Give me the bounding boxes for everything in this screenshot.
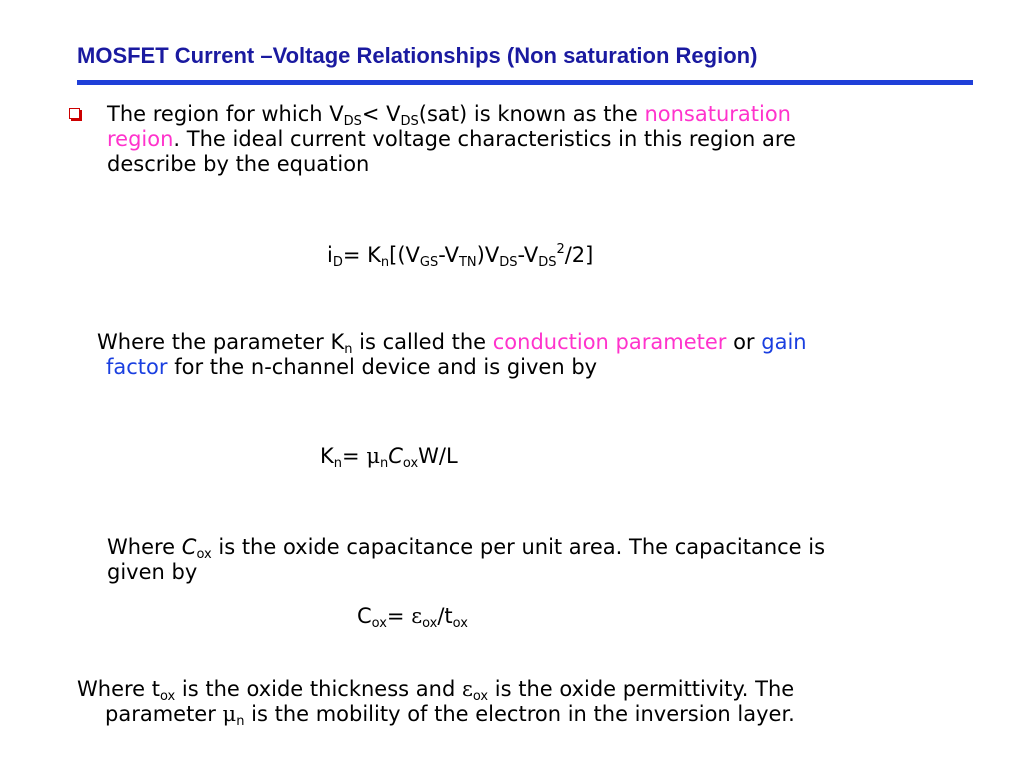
- title-underline: [77, 80, 973, 85]
- oxide-capacitance-equation: $C_{ox}= \varepsilon_{ox}/t_{ox}$: [357, 604, 468, 631]
- drain-current-equation: $i_D= K_n[(V_{GS}-V_{TN})V_{DS}-V_{DS}^2/2]$: [327, 242, 594, 270]
- region-highlight: region: [107, 127, 174, 151]
- oxide-capacitance-paragraph: Where $C_{ox}$ is the oxide capacitance per unit area. The capacitance is given by: [107, 535, 826, 584]
- conduction-parameter-equation: $K_n= \mu_nC_{ox}W/L$: [320, 444, 458, 471]
- conduction-parameter-paragraph: Where the parameter $K_n$ is called the conduction parameter or gain factor for the n-channel device and is given by: [97, 330, 807, 379]
- gain-highlight: gain: [761, 330, 807, 354]
- slide-title: MOSFET Current –Voltage Relationships (Non saturation Region): [77, 43, 758, 68]
- oxide-thickness-paragraph: Where $t_{ox}$ is the oxide thickness and $\varepsilon_{ox}$ is the oxide permittivity. The parameter $\mu_n$ is the mobility of the electron in the inversion layer.: [77, 677, 795, 729]
- nonsaturation-definition-paragraph: The region for which $V_{DS}< V_{DS}(sat)$ is known as the nonsaturation region. The ideal current voltage characteristics in this region are describe by the equation: [107, 102, 796, 176]
- nonsaturation-highlight: nonsaturation: [644, 102, 791, 126]
- conduction-parameter-highlight: conduction parameter: [492, 330, 727, 354]
- factor-highlight: factor: [106, 355, 168, 379]
- hollow-square-bullet-icon: [69, 108, 80, 119]
